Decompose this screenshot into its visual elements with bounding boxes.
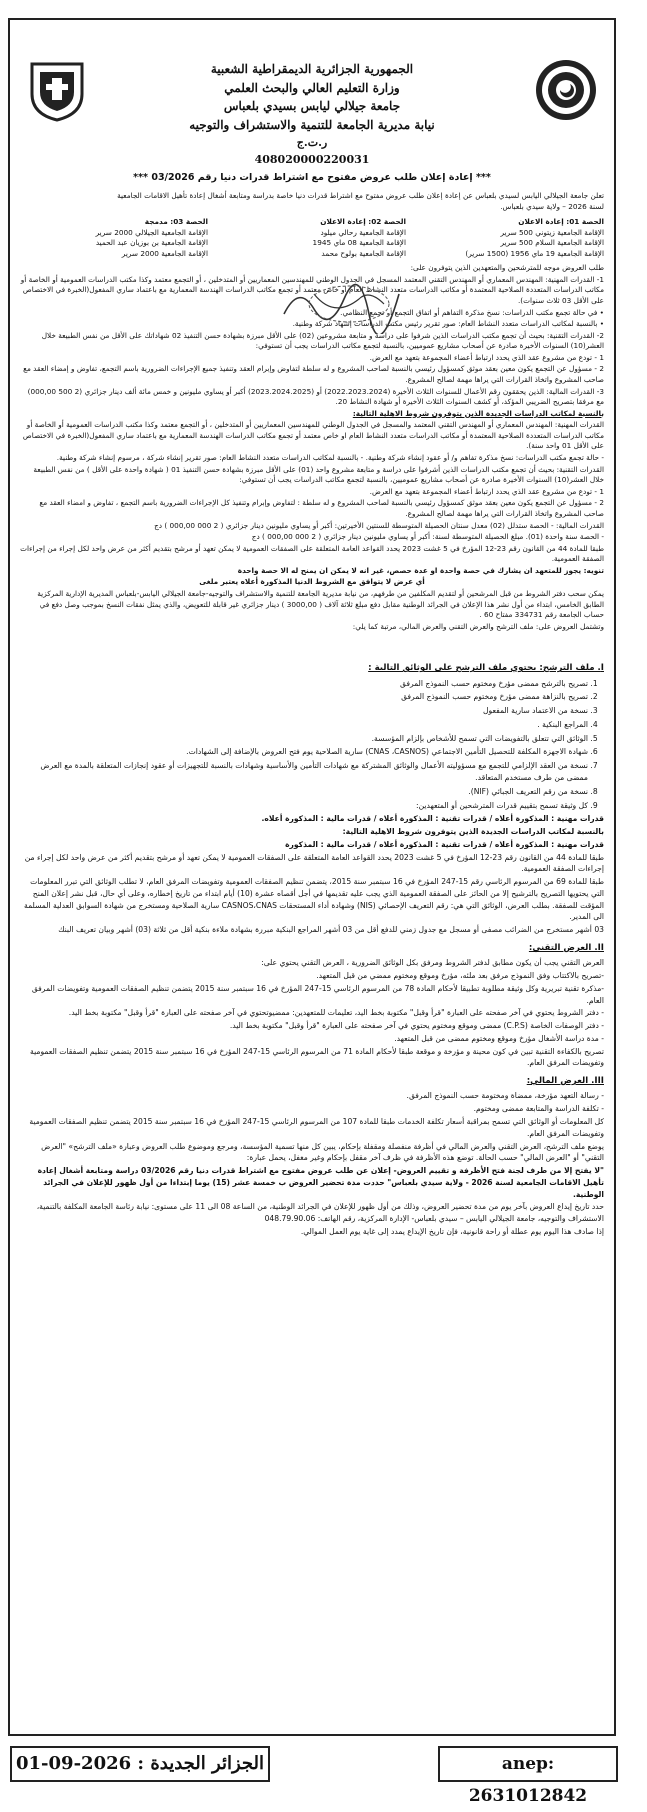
paragraph: - تكلفة الدراسة والمتابعة ممضى ومختوم. xyxy=(473,1104,604,1114)
anep-box: anep: 2631012842 xyxy=(438,1746,618,1782)
list-item: 9. كل وثيقة تسمح بتقييم قدرات المترشحين أو المتعهدين: xyxy=(20,800,588,812)
paragraph: قدرات مهنية : المذكورة أعلاه / قدرات تقنية : المذكورة أعلاه / قدرات مالية : المذكورة أعلاه. xyxy=(261,814,604,824)
paragraph: طبقا للمادة 44 من القانون رقم 23-12 المؤرخ في 5 غشت 2023 يحدد القواعد العامة المتعلقة على الصفقات العمومية لا يمكن تعهد أو مرشح بتقديم أكثر من عرض واحد لكل إجراء من إجراءات الصفقة العمومية. xyxy=(24,852,604,874)
letterhead xyxy=(14,24,610,169)
lot-item: الإقامة الجامعية السلام 500 سرير xyxy=(500,238,604,248)
paragraph: 1 - تودع من مشروع عقد الذي يحدد ارتباط أعضاء المجموعة بتعهد مع العرض. xyxy=(369,486,604,496)
list-item: 3. نسخة من الاعتماد سارية المفعول xyxy=(20,705,588,717)
lots-table xyxy=(20,217,604,259)
section-heading: بالنسبة لمكاتب الدراسات الجديدة الذين يتوفرون شروط الاهلية التالية: xyxy=(352,408,604,418)
list-item: 6. شهادة الاجهزة المكلفة للتحصيل التأمين الاجتماعي (CNAS ،CASNOS) سارية الصلاحية يوم فتح العروض بالإضافة إلى الشهادات. xyxy=(20,746,588,758)
section-dossier xyxy=(14,662,610,1237)
lot-item: الإقامة الجامعية رحالي ميلود xyxy=(320,227,406,237)
announcement-title: *** إعادة إعلان طلب عروض مفتوح مع اشتراط قدرات دنيا رقم 03/2026 *** xyxy=(133,172,491,183)
paragraph: حدد تاريخ إيداع العروض بآخر يوم من مدة تحضير العروض، وذلك من أول ظهور للإعلان في الجرائد الوطنية، من الساعة 08 الى 11 على مستوى: نيابة رئاسة الجامعة المكلفة بالتنمية، الاستشراف والتوجيه، جامعة الجيلالي اليابس – سيدي بلعباس- الإدارة المركزية، رقم الهاتف: 048.79.90.06 xyxy=(36,1202,604,1224)
paragraph: القدرات التقنية: بحيث أن تجمع مكتب الدراسات الذين أشرفوا على دراسة و متابعة مشروع واحد (01) على الأقل مبرزة بشهادة حسن التنفيذ 01 ( شهادة واحدة على الأقل ) من نفس الطبيعة خلال العشر(10) السنوات الأخيرة صادرة عن أصحاب مشاريع عموميين، بالنسبة لتجمع مكاتب الدراسات يجب أن تستوفي: xyxy=(33,464,604,485)
paragraph: تصريح بالكفاءة التقنية تبين في كون محينة و مؤرخة و موقعة طبقا لأحكام المادة 71 من المرسوم الرئاسي 15-247 المؤرخ في 16 سبتمبر سنة 2015 يتضمن تنظيم الصفقات العمومية وتفويضات المرفق العام. xyxy=(30,1046,604,1068)
paragraph: 03 أشهر مستخرج من الضرائب مصفى أو مسجل مع جدول زمني للدفع أقل من 03 أشهر المراجع البنكية مبررة بشهادة ملاءة بنكية أقل من ثلاثة (03) أشهر وبيان تعريف البنك xyxy=(58,925,604,935)
paragraph: • بالنسبة لمكاتب الدراسات متعدد النشاط العام: صور تقرير رئيس مكتب الدراسات إشهاد شركة وطنية. xyxy=(292,319,604,329)
lot-title: الحصة 03: مدمجة xyxy=(144,216,208,226)
paragraph: العرض التقني يجب أن يكون مطابق لدفتر الشروط ومرفق بكل الوثائق الضرورية ، العرض التقني يحتوي على: xyxy=(261,958,604,968)
dossier-heading: I. ملف الترشح: يحتوي ملف الترشح على الوثائق التالية : xyxy=(368,663,604,674)
lot-3 xyxy=(20,217,208,259)
lot-item: الإقامة الجامعية زيتوني 500 سرير xyxy=(500,227,604,237)
financial-heading: III. العرض المالي: xyxy=(526,1076,604,1087)
paragraph: يوضع ملف الترشح، العرض التقني والعرض المالي في أظرفة منفصلة ومقفلة بإحكام، يبين كل منها تسمية المؤسسة، ومرجع وموضوع طلب العروض وعبارة «ملف الترشح» "العرض التقني" أو "العرض المالي" حسب الحالة. توضع هذه الأظرفة في ظرف آخر مقفل بإحكام وغير مغفل، يحمل عبارة: xyxy=(41,1141,604,1163)
intro-text: تعلن جامعة الجيلالي اليابس لسيدي بلعباس عن إعادة إعلان طلب عروض مفتوح مع اشتراط قدرات دنيا خاصة بدراسة ومتابعة أشغال إعادة تأهيل الاقامات الجامعية xyxy=(117,190,604,200)
paragraph: - الحصة سنة واحدة (01). مبلغ الحصيلة المتوسطة لسنة: أكبر أو يساوي مليونين دينار جزائري ( 2 000 000,00 ) دج xyxy=(251,532,604,542)
lot-item: الإقامة الجامعية 08 ماي 1945 xyxy=(312,238,406,248)
paragraph: 2- القدرات التقنية: بحيث أن تجمع مكتب الدراسات الذين شرفوا على دراسة و متابعة مشروعين (02) على الأقل مبرزة بشهادة حسن التنفيذ 02 شهاداتك على الأقل من نفس الطبيعة خلال العشر(10) السنوات الأخيرة صادرة عن أصحاب مشاريع عموميين، بالنسبة لتجمع مكاتب الدراسات يجب أن تستوفي: xyxy=(41,330,604,351)
list-item: 7. نسخة من العقد الإلزامي للتجمع مع مسؤوليته الأعمال والوثائق المشتركة مع شهادات التأمين والأساسية وشهادات بالنسبة للتجهيزات أو عقود إنجازات المتعلقة بالمدة مع العرض ممضى من طرف مستخدم المتعاقد. xyxy=(20,760,588,784)
paragraph: تنويه: يجوز للمتعهد ان يشارك في حصة واحدة او عدة حصص، غير انه لا يمكن ان يمنح له الا حصة واحدة xyxy=(237,565,604,575)
technical-heading: II. العرض التقني: xyxy=(528,942,604,953)
reference-label: ر.ت.ج xyxy=(296,136,328,150)
paragraph: - دفتر الوصفات الخاصة (C.P.S) ممضى وموقع ومختوم يحتوي في آخر صفحته على العبارة "قرأ وقبل" مكتوبة بخط اليد. xyxy=(229,1021,604,1031)
paragraph: أي عرض لا يتوافق مع الشروط الدنيا المذكورة أعلاه يعتبر ملغى xyxy=(199,577,425,587)
lot-title: الحصة 01: إعادة الاعلان xyxy=(518,216,604,226)
paragraph: 1 - تودع من مشروع عقد الذي يحدد ارتباط أعضاء المجموعة بتعهد مع العرض. xyxy=(369,352,604,362)
paragraph: "لا يفتح إلا من طرف لجنة فتح الأظرفة و تقييم العروض- إعلان عن طلب عروض مفتوح مع اشتراط قدرات دنيا رقم 03/2026 دراسة ومتابعة أشغال إعادة تأهيل الاقامات الجامعية لسنة 2026 - ولاية سيدي بلعباس" حددت مدة تحضير العروض ب خمسة عشر (15) يوما إبتداءا من أول ظهور للإعلان في الجرائد الوطنية. xyxy=(37,1166,604,1199)
header-line: وزارة التعليم العالي والبحث العلمي xyxy=(224,80,400,95)
paragraph: القدرات المالية: - الحصة ستدلل (02) معدل سنتان الحصيلة المتوسطة للسنتين الأخيرتين: أكبر أو يساوي مليونين دينار جزائري ( 2 000 000,00 ) دج xyxy=(154,520,604,530)
lot-2 xyxy=(218,217,406,259)
paragraph: إذا صادف هذا اليوم يوم عطلة أو راحة قانونية، فإن تاريخ الإيداع يمدد إلى غاية يوم العمل الموالي. xyxy=(300,1226,604,1236)
paragraph: - حالة تجمع مكتب الدراسات: نسخ مذكرة تفاهم و/ أو عقود إنشاء شركة وطنية. - بالنسبة لمكاتب الدراسات متعدد النشاط العام: صور تقرير إنشاء شركة ، مرسوم إنشاء شركة وطنية. xyxy=(56,453,604,463)
paragraph: - مدة دراسة الأشغال مؤرخ وموقع ومختوم ممضى من قبل المتعهد. xyxy=(394,1033,604,1043)
paragraph: 1- القدرات المهنية: المهندس المعماري أو المهندس التقني المعتمد المسجل في الجدول الوطني للمهندسين المعماريين أو المتدخلين ، أو التجمع معتمد وكذا مكتب الدراسات العمومية أو الخاصة أو مكاتب الدراسات المتعددة الصلاحية المعتمدة أو مكاتب الدراسات متعدد النشاط العام او خاص معتمد أو تجمع مكاتب الدراسات الهندسة المعمارية مع باعتماد ساري المفعول(الخبرة في الاختصاص على الأقل 03 ثلاث سنوات). xyxy=(20,274,604,305)
intro-text: لسنة 2026 – ولاية سيدي بلعباس. xyxy=(500,202,604,212)
paragraph: طبقا للمادة 44 من القانون رقم 23-12 المؤرخ في 5 غشت 2023 يحدد القواعد العامة المتعلقة على الصفقات العمومية لا يمكن تعهد أو مرشح بتقديم أكثر من عرض واحد لكل إجراء من إجراءات الصفقة العمومية. xyxy=(20,543,604,564)
signature-stamp-icon xyxy=(274,274,424,334)
paragraph: كل المعلومات أو الوثائق التي تسمح بمراقبة أسعار تكلفة الخدمات طبقا للمادة 107 من المرسوم الرئاسي 15-247 المؤرخ في 16 سبتمبر سنة 2015 يتضمن تنظيم الصفقات العمومية وتفويضات المرفق العام. xyxy=(29,1116,604,1138)
paragraph: 2 - مسؤول عن التجمع يكون معين بعقد موثق كمسؤول رئيسي بالنسبة لصاحب المشروع و له سلطة : لتفاوض وإبرام وتنفيذ كل الإجراءات الضرورية باسم التجمع ، تفاوض و امضاء العقد مع صاحب المشروع واتخاذ القرارات التي يراها مهمة لصالح المشروع. xyxy=(39,498,604,518)
reference-number: 408020000220031 xyxy=(254,153,370,167)
paragraph: طبقا للمادة 69 من المرسوم الرئاسي رقم 15-247 المؤرخ في 16 سبتمبر سنة 2015، يتضمن تنظيم الصفقات العمومية وتفويضات المرفق العام، لا تطلب الوثائق التي تبرر المعلومات التي يحتويها التصريح بالترشيح إلا من الحائز على الصفقة العمومية الذي يجب عليه تقديمها في أجل أقصاه عشرة (10) أيام ابتداء من تاريخ إخطاره، وعلى أي حال، قبل نشر إعلان المنح المؤقت للصفقة. بطلب العرض، الوثائق التي هي: رقم التعريف الإحصائي (NIS) وشهادة أداء المستحقات CASNOS،CNAS سارية الصلاحية ومستخرج من شهادة السوابق العدلية المسلمة الى المدير. xyxy=(24,877,604,922)
lot-item: الإقامة الجامعية 2000 سرير xyxy=(121,248,208,258)
newspaper-date-box: الجزائر الجديدة : 2026-09-01 xyxy=(10,1746,270,1782)
national-emblem-icon xyxy=(534,58,598,122)
paragraph: قدرات مهنية : المذكورة أعلاه / قدرات تقنية : المذكورة أعلاه / قدرات مالية : المذكورة xyxy=(285,839,604,849)
header-line: نيابة مديرية الجامعة للتنمية والاستشراف والتوجيه xyxy=(189,117,435,132)
lot-1 xyxy=(416,217,604,259)
list-item: 8. نسخة من رقم التعريف الجبائي (NIF). xyxy=(20,786,588,798)
lot-item: الإقامة الجامعية بن بوزيان عبد الحميد xyxy=(95,238,208,248)
header-line: الجمهورية الجزائرية الديمقراطية الشعبية xyxy=(210,62,414,76)
paragraph: • في حالة تجمع مكتب الدراسات: نسخ مذكرة التفاهم أو اتفاق التجمع أو تجمع النظامي. xyxy=(340,307,604,317)
paragraph: - دفتر الشروط يحتوي في آخر صفحته على العبارة "قرأ وقبل" مكتوبة بخط اليد، تعليمات للمتعهدين: ممضيوتحتوي في آخر صفحته على العبارة "قرأ وقبل" مكتوبة بخط اليد. xyxy=(68,1008,604,1018)
announcement-page xyxy=(14,24,610,1730)
list-item: 1. تصريح بالترشح ممضى مؤرخ ومختوم حسب النموذج المرفق xyxy=(20,678,588,690)
list-item: 4. المراجع البنكية . xyxy=(20,719,588,731)
list-item: 5. الوثائق التي تتعلق بالتفويضات التي تسمح للأشخاص بإلزام المؤسسة. xyxy=(20,733,588,745)
paragraph: - رسالة التعهد مؤرخة، ممضاة ومختومة حسب النموذج المرفق. xyxy=(406,1091,604,1101)
header-line: جامعة جيلالي ليابس بسيدي بلعباس xyxy=(223,99,401,114)
paragraph: بالنسبة لمكاتب الدراسات الجديدة الذين يتوفرون شروط الاهلية التالية: xyxy=(342,827,604,837)
paragraph: وتشتمل العروض على: ملف الترشح والعرض التقني والعرض المالي، مرتبة كما يلي: xyxy=(352,621,604,631)
paragraph: القدرات المهنية: المهندس المعماري أو المهندس التقني المعتمد والمسجل في الجدول الوطني للمهندسين المعماريين أو المتدخلين ، أو التجمع معتمد وكذا مكتب الدراسات العمومية أو الخاصة أو مكاتب الدراسات المتعددة الصلاحية المعتمدة أو مكاتب الدراسات متعدد النشاط العام او خاص معتمد أو تجمع مكاتب الدراسات الهندسة المعمارية مع باعتماد ساري المفعول(الخبرة في الاختصاص على الأقل 01 واحد سنة). xyxy=(22,420,604,451)
section-new-offices xyxy=(14,420,610,632)
paragraph: يمكن سحب دفتر الشروط من قبل المرشحين أو لتقديم المكلفين من طرفهم، من نيابة مديرية الجامعة للتنمية والاستشراف والتوجيه-جامعة الجيلالي اليابس-بلعباس المديرية الإدارية المركزية الطابق الخامس، ابتداء من أول نشر هذا الإعلان في الجرائد الوطنية مقابل دفع مبلغ ثلاثة آلاف ( 3000,00 ) دينار جزائري غير قابلة للتعويض، والذي يمثل نفقات النسخ بموجب وصل دفع في حساب الجامعة رقم 334731 مفتاح 60 . xyxy=(37,589,604,620)
paragraph: 2 - مسؤول عن التجمع يكون معين بعقد موثق كمسؤول رئيسي بالنسبة لصاحب المشروع و له سلطة لتفاوض وإبرام العقد وتنفيذ جميع الإجراءات الضرورية باسم التجمع، تفاوض و إمضاء العقد مع صاحب المشروع واتخاذ القرارات التي يراها مهمة لصالح المشروع. xyxy=(23,364,604,385)
lot-title: الحصة 02: إعادة الاعلان xyxy=(320,216,406,226)
lot-item: الإقامة الجامعية بولوح محمد xyxy=(321,248,406,258)
paragraph: -تصريح بالاكتتاب وفق النموذج مرفق بعد ملئه، مؤرخ وموقع ومختوم ممضي من قبل المتعهد. xyxy=(316,971,604,981)
university-logo-icon xyxy=(26,58,88,122)
lot-item: الإقامة الجامعية 19 ماي 1956 (1500 سرير) xyxy=(465,248,604,258)
paragraph: -مذكرة تقنية تبريرية وكل وثيقة مطلوبة تطبيقا لأحكام المادة 78 من المرسوم الرئاسي 15-247 المؤرخ في 16 سبتمبر سنة 2015 يتضمن تنظيم الصفقات العمومية وتفويضات المرفق العام. xyxy=(31,983,604,1005)
paragraph: 3- القدرات المالية: الذين يحققون رقم الأعمال للسنوات الثلاث الأخيرة (2022.2023.2024) أو (2023.2024.2025) أكبر أو يساوي مليونين و خمس مائة ألف دينار جزائري (2 500 000,00) مع مرفقا بتصريح الضريبي المؤكد، أو كشف السنوات الثلاث الأخيرة أو شهادة النشاط 20. xyxy=(27,386,604,407)
paragraph: طلب العروض موجه للمترشحين والمتعهدين الذين يتوفرون على: xyxy=(410,263,604,273)
list-item: 2. تصريح بالنزاهة ممضى مؤرخ ومختوم حسب النموذج المرفق xyxy=(20,691,588,703)
lot-item: الإقامة الجامعية الجيلالي 2000 سرير xyxy=(95,227,208,237)
footer xyxy=(10,1746,618,1806)
